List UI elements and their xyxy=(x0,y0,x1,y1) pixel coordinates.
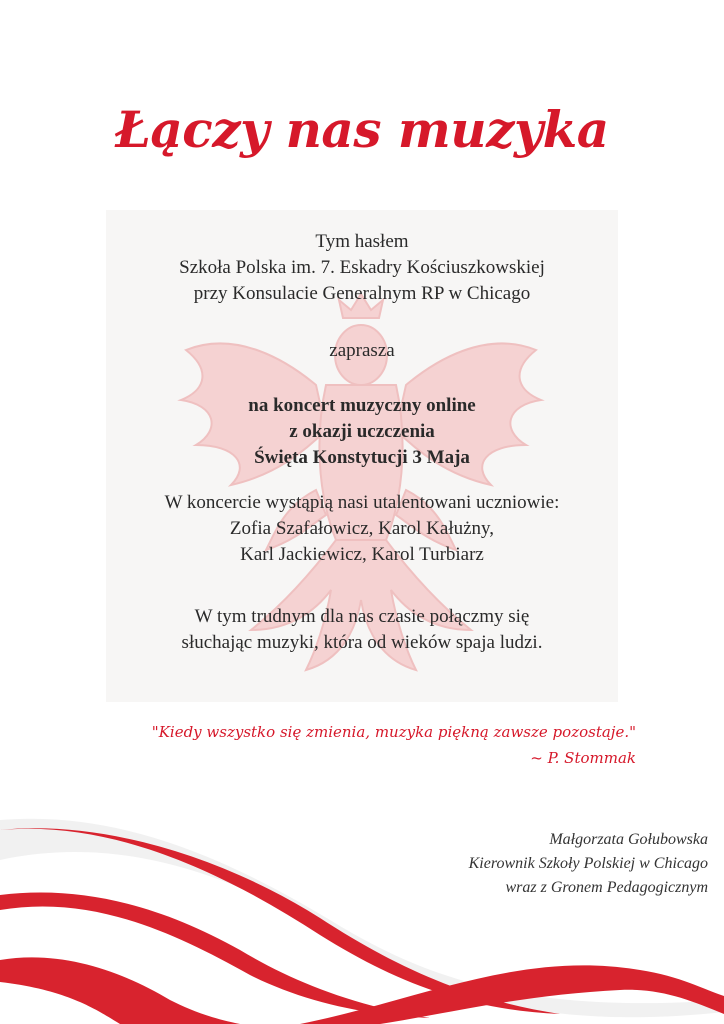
event-line-2: z okazji uczczenia xyxy=(289,421,435,442)
performers-line-1: Zofia Szafałowicz, Karol Kałużny, xyxy=(229,518,495,539)
invites-block xyxy=(0,338,724,364)
consulate-line: przy Konsulacie Generalnym RP w Chicago xyxy=(193,283,531,304)
performers-block xyxy=(0,490,724,568)
closing-line-2: słuchając muzyki, która od wieków spaja ludzi. xyxy=(181,632,543,653)
quote-text: "Kiedy wszystko się zmienia, muzyka piękną zawsze pozostaje." xyxy=(151,723,636,741)
intro-line: Tym hasłem xyxy=(315,231,409,252)
signature-name: Małgorzata Gołubowska xyxy=(549,831,708,848)
signature-with: wraz z Gronem Pedagogicznym xyxy=(505,879,708,896)
invites-word: zaprasza xyxy=(329,340,395,361)
poster-title: Łączy nas muzyka xyxy=(115,100,609,159)
quote-author: ~ P. Stommak xyxy=(530,749,636,767)
closing-line-1: W tym trudnym dla nas czasie połączmy się xyxy=(194,606,530,627)
signature-role: Kierownik Szkoły Polskiej w Chicago xyxy=(468,855,708,872)
school-name: Szkoła Polska im. 7. Eskadry Kościuszkowskiej xyxy=(179,257,545,278)
quote-block xyxy=(0,719,636,771)
performers-line-2: Karl Jackiewicz, Karol Turbiarz xyxy=(240,544,484,565)
performers-intro: W koncercie wystąpią nasi utalentowani uczniowie: xyxy=(164,492,560,513)
invitation-intro xyxy=(0,229,724,307)
signature-block xyxy=(288,828,708,900)
event-line-3: Święta Konstytucji 3 Maja xyxy=(254,447,470,468)
event-line-1: na koncert muzyczny online xyxy=(248,395,476,416)
closing-block xyxy=(0,604,724,656)
event-block xyxy=(0,393,724,471)
